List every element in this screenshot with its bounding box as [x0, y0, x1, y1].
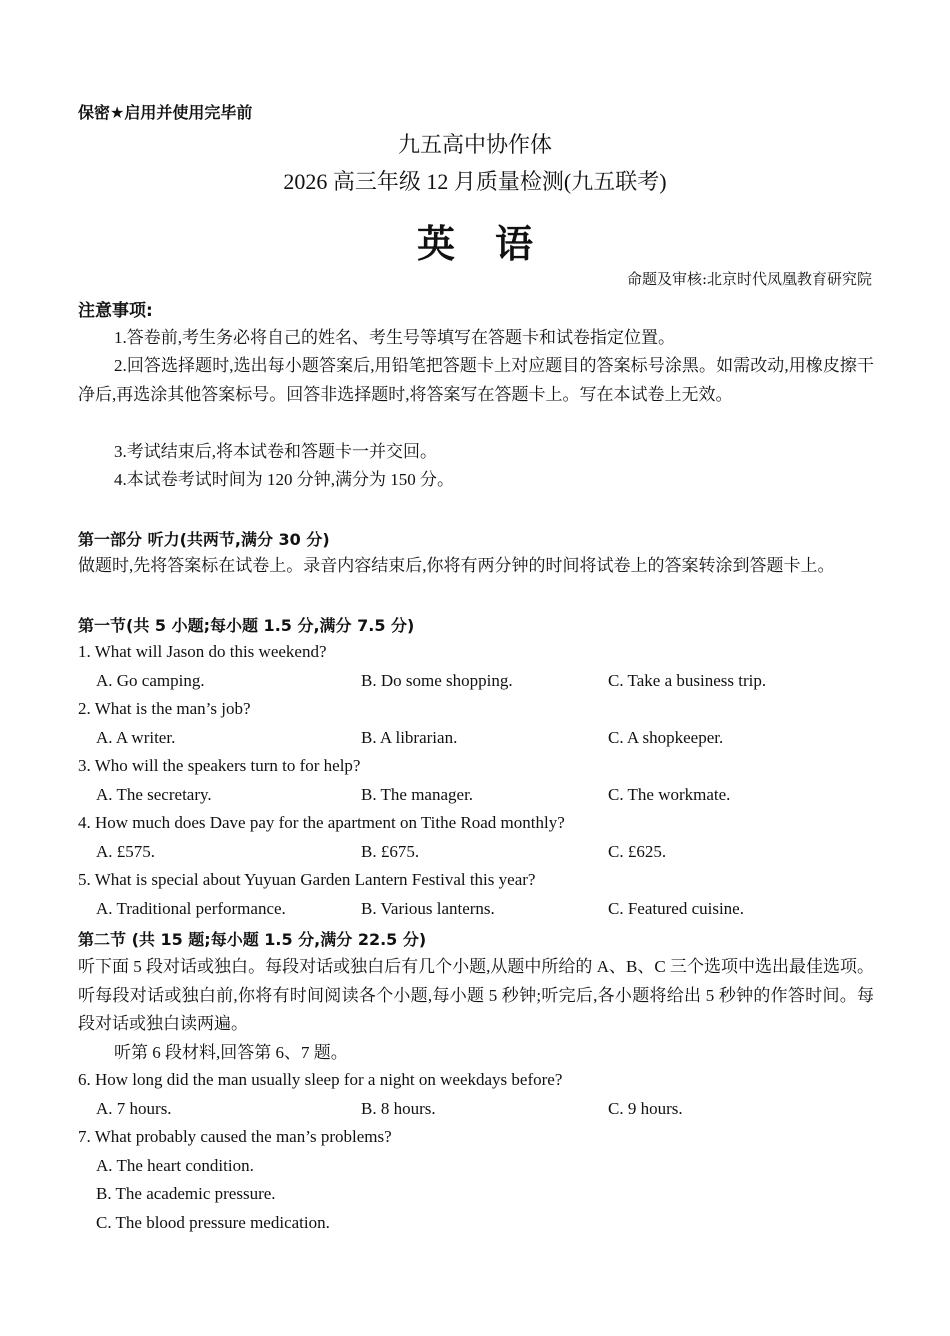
option-b: B. The manager. [361, 785, 474, 804]
option-a: A. Traditional performance. [96, 899, 286, 918]
note-item: 2.回答选择题时,选出每小题答案后,用铅笔把答题卡上对应题目的答案标号涂黑。如需改动,用橡皮擦干净后,再选涂其他答案标号。回答非选择题时,将答案写在答题卡上。写在本试卷上无效。 [78, 356, 874, 404]
option-c: C. Featured cuisine. [608, 899, 744, 918]
option-b: B. Various lanterns. [361, 899, 495, 918]
option-a: A. £575. [96, 842, 156, 861]
question-3: 3. Who will the speakers turn to for help? [78, 756, 361, 775]
option-c: C. £625. [608, 842, 667, 861]
option-b: B. 8 hours. [361, 1099, 436, 1118]
question-4: 4. How much does Dave pay for the apartment on Tithe Road monthly? [78, 813, 565, 832]
section1-title: 第一节(共 5 小题;每小题 1.5 分,满分 7.5 分) [78, 616, 415, 635]
option-c: C. The workmate. [608, 785, 731, 804]
note-item: 1.答卷前,考生务必将自己的姓名、考生号等填写在答题卡和试卷指定位置。 [114, 328, 675, 347]
section2-intro: 听下面 5 段对话或独白。每段对话或独白后有几个小题,从题中所给的 A、B、C 三个选项中选出最佳选项。听每段对话或独白前,你将有时间阅读各个小题,每小题 5 秒钟;听完后,各小题将给出 5 秒钟的作答时间。每段对话或独白读两遍。 [78, 957, 874, 1033]
note-item: 3.考试结束后,将本试卷和答题卡一并交回。 [114, 442, 437, 461]
material-6-label: 听第 6 段材料,回答第 6、7 题。 [114, 1043, 348, 1062]
section2-title: 第二节 (共 15 题;每小题 1.5 分,满分 22.5 分) [78, 930, 427, 949]
option-c: C. A shopkeeper. [608, 728, 724, 747]
option-b: B. £675. [361, 842, 420, 861]
question-2: 2. What is the man’s job? [78, 699, 251, 718]
question-5: 5. What is special about Yuyuan Garden Lantern Festival this year? [78, 870, 536, 889]
option-a: A. The secretary. [96, 785, 212, 804]
author-credit: 命题及审核:北京时代凤凰教育研究院 [626, 270, 872, 288]
note-item: 4.本试卷考试时间为 120 分钟,满分为 150 分。 [114, 470, 454, 489]
organization-title: 九五高中协作体 [397, 133, 552, 158]
part1-title: 第一部分 听力(共两节,满分 30 分) [78, 530, 330, 549]
option-c: C. Take a business trip. [608, 671, 767, 690]
confidential-label: 保密★启用并使用完毕前 [78, 103, 253, 122]
option-b: B. The academic pressure. [96, 1184, 276, 1203]
question-7: 7. What probably caused the man’s problems? [78, 1127, 392, 1146]
option-a: A. The heart condition. [96, 1156, 254, 1175]
option-a: A. Go camping. [96, 671, 205, 690]
subject-title: 英语 [416, 221, 573, 266]
option-b: B. A librarian. [361, 728, 458, 747]
question-6: 6. How long did the man usually sleep for a night on weekdays before? [78, 1070, 563, 1089]
option-c: C. 9 hours. [608, 1099, 683, 1118]
question-1: 1. What will Jason do this weekend? [78, 642, 327, 661]
option-a: A. A writer. [96, 728, 176, 747]
exam-title: 2026 高三年级 12 月质量检测(九五联考) [283, 169, 667, 194]
notes-title: 注意事项: [78, 301, 153, 321]
part1-intro: 做题时,先将答案标在试卷上。录音内容结束后,你将有两分钟的时间将试卷上的答案转涂到答题卡上。 [78, 556, 835, 575]
option-b: B. Do some shopping. [361, 671, 513, 690]
option-c: C. The blood pressure medication. [96, 1213, 330, 1232]
option-a: A. 7 hours. [96, 1099, 172, 1118]
